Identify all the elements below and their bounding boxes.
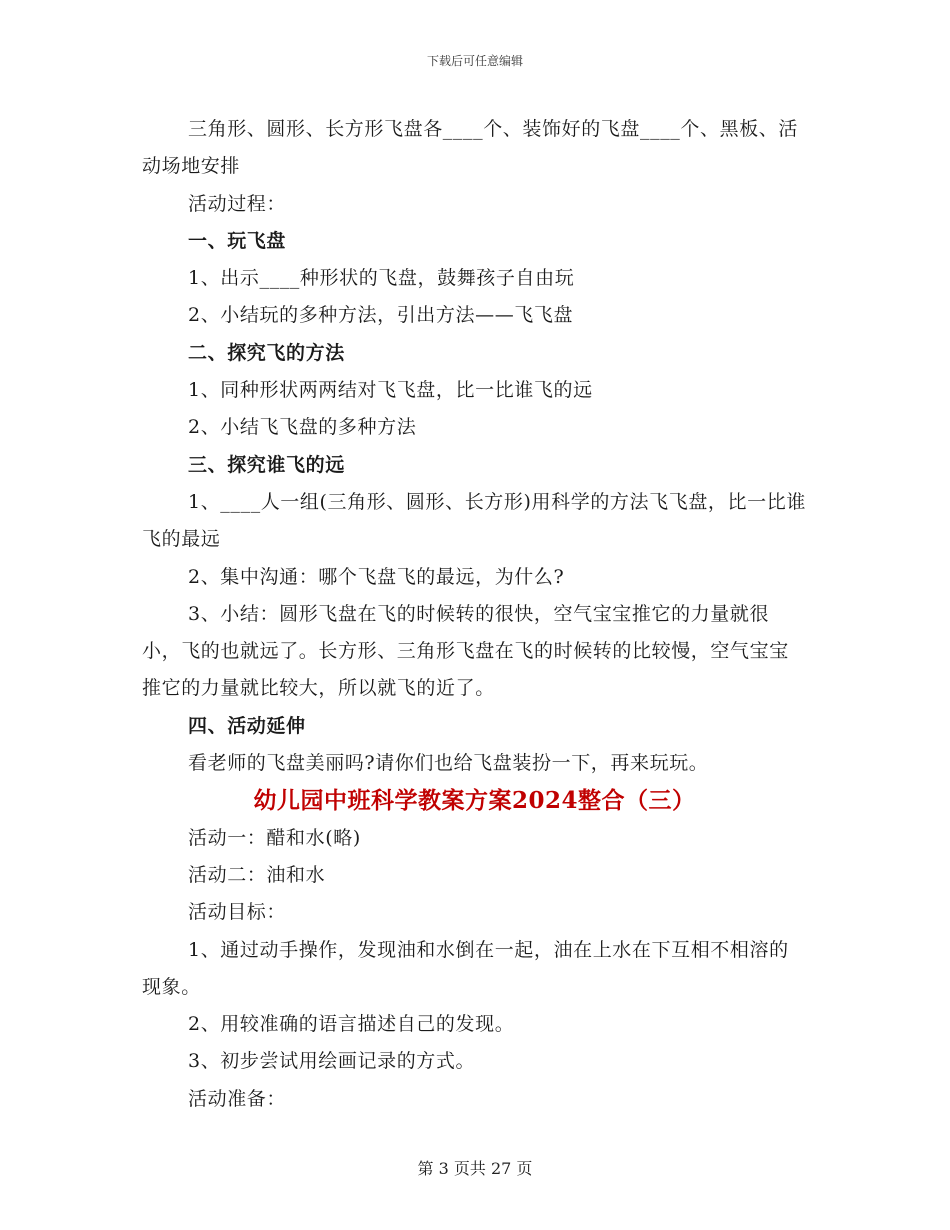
section-title: 幼儿园中班科学教案方案2024整合（三） xyxy=(253,787,696,815)
section-heading: 一、玩飞盘 xyxy=(188,229,287,252)
paragraph: 1、通过动手操作，发现油和水倒在一起，油在上水在下互相不相溶的现象。 xyxy=(142,938,789,998)
paragraph: 3、小结：圆形飞盘在飞的时候转的很快，空气宝宝推它的力量就很小，飞的也就远了。长方形、三角形飞盘在飞的时候转的比较慢，空气宝宝推它的力量就比较大，所以就飞的近了。 xyxy=(142,602,789,700)
paragraph: 1、____人一组(三角形、圆形、长方形)用科学的方法飞飞盘，比一比谁飞的最远 xyxy=(142,490,806,551)
section-heading: 四、活动延伸 xyxy=(188,714,306,737)
paragraph: 2、小结飞飞盘的多种方法 xyxy=(188,416,417,439)
section-heading: 三、探究谁飞的远 xyxy=(188,453,345,476)
paragraph: 2、集中沟通：哪个飞盘飞的最远，为什么? xyxy=(188,565,565,588)
paragraph: 1、出示____种形状的飞盘，鼓舞孩子自由玩 xyxy=(188,267,575,290)
paragraph: 活动一：醋和水(略) xyxy=(188,826,361,849)
paragraph: 看老师的飞盘美丽吗?请你们也给飞盘装扮一下，再来玩玩。 xyxy=(188,752,709,775)
paragraph: 2、小结玩的多种方法，引出方法——飞飞盘 xyxy=(188,304,574,327)
paragraph: 活动准备： xyxy=(188,1087,287,1110)
section-three-content xyxy=(142,820,807,1118)
section-heading: 二、探究飞的方法 xyxy=(188,341,345,364)
page-header: 下载后可任意编辑 xyxy=(426,54,523,68)
paragraph: 三角形、圆形、长方形飞盘各____个、装饰好的飞盘____个、黑板、活动场地安排 xyxy=(142,118,799,178)
paragraph: 活动二：油和水 xyxy=(188,863,326,886)
section-previous-content xyxy=(142,111,807,782)
page-footer: 第 3 页共 27 页 xyxy=(417,1159,533,1178)
paragraph: 3、初步尝试用绘画记录的方式。 xyxy=(188,1050,476,1073)
paragraph: 1、同种形状两两结对飞飞盘，比一比谁飞的远 xyxy=(188,379,593,402)
paragraph: 活动过程： xyxy=(188,192,287,215)
paragraph: 2、用较准确的语言描述自己的发现。 xyxy=(188,1013,515,1036)
paragraph: 活动目标： xyxy=(188,901,287,924)
document-body xyxy=(142,111,807,1118)
